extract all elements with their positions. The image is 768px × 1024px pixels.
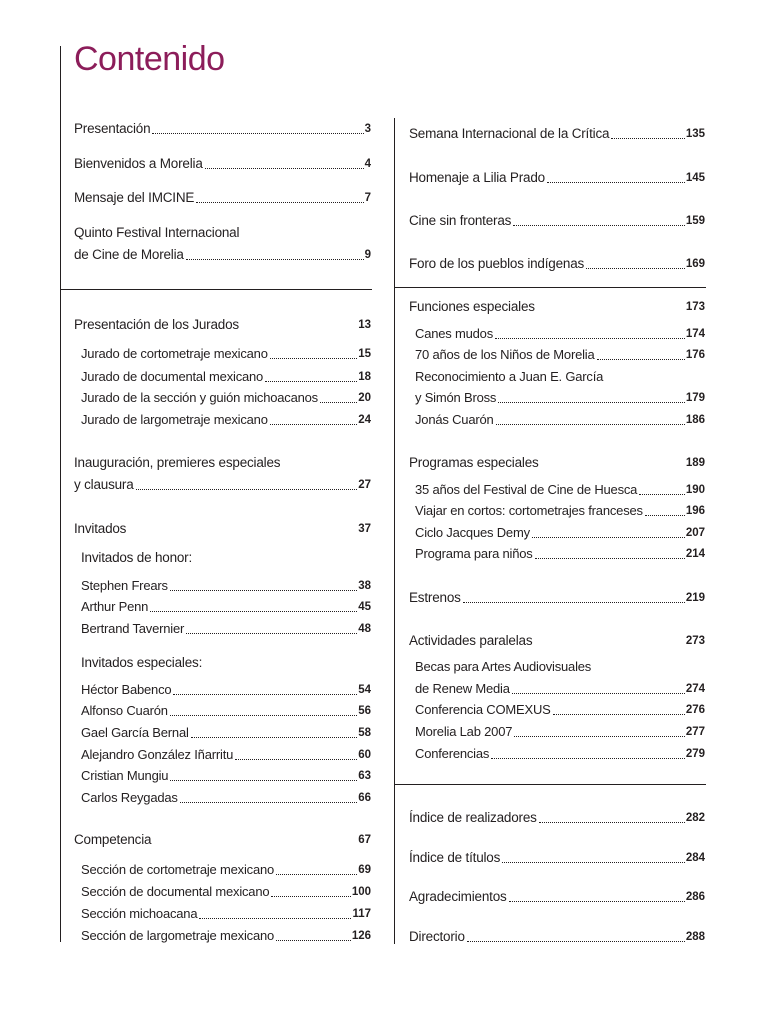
toc-entry-title: Alejandro González Iñarritu [81,747,234,762]
dot-leader [170,590,357,591]
dot-leader [491,758,685,759]
toc-entry-title: Conferencia COMEXUS [415,702,551,717]
toc-entry-title: Directorio [409,929,465,944]
toc-entry-page: 63 [358,770,371,782]
toc-entry[interactable] [409,126,705,142]
dot-leader [496,424,685,425]
toc-entry-title: Jurado de largometraje mexicano [81,412,268,427]
toc-entry-page: 24 [358,414,371,426]
dot-leader [205,168,364,169]
toc-entry-page: 282 [685,812,705,824]
toc-entry[interactable] [409,929,705,945]
toc-entry-title: Cristian Mungiu [81,768,169,783]
toc-entry[interactable] [415,746,705,762]
toc-entry[interactable] [81,928,371,944]
toc-entry[interactable] [415,724,705,740]
toc-entry[interactable] [81,412,371,428]
dot-leader [553,714,685,715]
toc-entry-page: 196 [685,505,705,517]
toc-entry-title: Carlos Reygadas [81,790,178,805]
dot-leader [532,537,685,538]
toc-entry-title: Cine sin fronteras [409,213,512,228]
dot-leader [513,225,685,226]
toc-entry-page: 117 [352,908,371,920]
dot-leader [173,694,357,695]
toc-entry[interactable] [74,477,371,493]
toc-entry-title: Homenaje a Lilia Prado [409,170,545,185]
section-heading-page: 37 [358,523,371,535]
toc-entry[interactable] [415,503,705,519]
toc-entry[interactable] [415,347,705,363]
dot-leader [498,402,685,403]
dot-leader [136,489,358,490]
dot-leader [199,918,351,919]
toc-entry-page: 38 [358,580,371,592]
dot-leader [509,901,685,902]
toc-entry-page: 9 [364,249,371,261]
subsection-label: Invitados especiales: [81,655,203,670]
toc-entry-page: 190 [685,484,705,496]
toc-entry-title: y clausura [74,477,134,492]
toc-entry-title: Alfonso Cuarón [81,703,168,718]
toc-entry-page: 174 [685,328,705,340]
dot-leader [512,693,685,694]
toc-entry-page: 186 [685,414,705,426]
toc-entry-page: 288 [685,931,705,943]
dot-leader [170,780,357,781]
toc-entry-title: Canes mudos [415,326,494,341]
toc-entry-line: Inauguración, premieres especiales [74,455,281,470]
toc-entry[interactable] [81,862,371,878]
dot-leader [152,133,363,134]
page-title: Contenido [74,40,225,78]
toc-entry-title: Arthur Penn [81,599,149,614]
toc-entry-page: 284 [685,852,705,864]
toc-entry-page: 69 [358,864,371,876]
toc-entry-page: 276 [685,704,705,716]
dot-leader [495,338,685,339]
toc-entry[interactable] [81,346,371,362]
dot-leader [180,802,357,803]
toc-entry-title: Sección michoacana [81,906,198,921]
dot-leader [320,402,357,403]
toc-entry[interactable] [409,170,705,186]
dot-leader [150,611,357,612]
toc-entry[interactable] [81,703,371,719]
dot-leader [535,558,685,559]
toc-entry-page: 279 [685,748,705,760]
toc-entry-title: Héctor Babenco [81,682,172,697]
toc-entry-title: 35 años del Festival de Cine de Huesca [415,482,638,497]
toc-entry-title: de Renew Media [415,681,510,696]
toc-entry-page: 176 [685,349,705,361]
toc-entry[interactable] [81,790,371,806]
toc-entry[interactable] [409,850,705,866]
toc-entry-title: Jonás Cuarón [415,412,494,427]
toc-entry-page: 27 [358,479,371,491]
dot-leader [539,822,685,823]
middle-divider [394,118,395,944]
toc-entry-page: 219 [685,592,705,604]
toc-entry[interactable] [415,390,705,406]
toc-entry-title: Bertrand Tavernier [81,621,185,636]
dot-leader [639,494,685,495]
toc-entry[interactable] [409,889,705,905]
toc-entry-page: 214 [685,548,705,560]
toc-entry[interactable] [81,599,371,615]
dot-leader [271,896,350,897]
dot-leader [170,715,357,716]
dot-leader [597,359,685,360]
toc-entry-line: Becas para Artes Audiovisuales [415,659,592,674]
toc-entry-page: 169 [685,258,705,270]
dot-leader [514,736,685,737]
toc-entry-page: 15 [358,348,371,360]
toc-entry-page: 100 [351,886,371,898]
toc-entry-title: Conferencias [415,746,490,761]
toc-entry[interactable] [74,190,371,206]
toc-entry-page: 20 [358,392,371,404]
section-heading-page: 13 [358,319,371,331]
dot-leader [276,874,357,875]
toc-entry[interactable] [415,546,705,562]
toc-entry-title: Bienvenidos a Morelia [74,156,203,171]
section-heading-title: Programas especiales [409,455,539,470]
section-heading-title: Presentación de los Jurados [74,317,239,332]
section-heading[interactable] [74,521,371,537]
toc-entry-page: 54 [358,684,371,696]
toc-entry-page: 277 [685,726,705,738]
section-heading-page: 173 [685,301,705,313]
toc-entry-title: Ciclo Jacques Demy [415,525,530,540]
toc-entry[interactable] [81,682,371,698]
toc-entry-title: Jurado de la sección y guión michoacanos [81,390,318,405]
toc-entry-title: Gael García Bernal [81,725,189,740]
toc-entry-title: Programa para niños [415,546,533,561]
toc-entry[interactable] [409,810,705,826]
section-heading-title: Competencia [74,832,152,847]
toc-entry-title: Morelia Lab 2007 [415,724,513,739]
section-heading[interactable] [409,633,705,649]
subsection-label: Invitados de honor: [81,550,193,565]
dot-leader [191,737,358,738]
toc-entry-page: 56 [358,705,371,717]
toc-entry-title: y Simón Bross [415,390,497,405]
left-separator [60,289,372,290]
toc-entry[interactable] [81,369,371,385]
dot-leader [547,182,685,183]
dot-leader [270,358,357,359]
section-heading[interactable] [409,455,705,471]
toc-entry-line: Quinto Festival Internacional [74,225,240,240]
section-heading-page: 67 [358,834,371,846]
toc-entry-title: 70 años de los Niños de Morelia [415,347,595,362]
dot-leader [467,941,685,942]
toc-entry-page: 126 [351,930,371,942]
toc-entry-page: 7 [364,192,371,204]
toc-entry-page: 66 [358,792,371,804]
toc-entry[interactable] [81,621,371,637]
section-heading-title: Actividades paralelas [409,633,533,648]
dot-leader [276,940,351,941]
toc-entry-page: 18 [358,371,371,383]
toc-entry-title: Stephen Frears [81,578,168,593]
toc-entry[interactable] [81,390,371,406]
toc-entry-page: 48 [358,623,371,635]
toc-entry[interactable] [81,884,371,900]
section-heading[interactable] [74,832,371,848]
toc-entry-title: Jurado de cortometraje mexicano [81,346,268,361]
toc-entry-title: Viajar en cortos: cortometrajes franceses [415,503,643,518]
toc-entry[interactable] [81,747,371,763]
toc-entry[interactable] [415,525,705,541]
toc-entry-line: Reconocimiento a Juan E. García [415,369,604,384]
dot-leader [186,259,364,260]
toc-entry[interactable] [415,681,705,697]
section-heading-page: 189 [685,457,705,469]
toc-entry-title: Agradecimientos [409,889,507,904]
section-heading[interactable] [409,299,705,315]
toc-entry-title: Sección de largometraje mexicano [81,928,275,943]
toc-entry-title: Foro de los pueblos indígenas [409,256,585,271]
toc-entry-page: 159 [685,215,705,227]
toc-entry-title: Sección de documental mexicano [81,884,270,899]
toc-entry[interactable] [81,725,371,741]
section-heading-title: Invitados [74,521,127,536]
toc-entry-title: Sección de cortometraje mexicano [81,862,275,877]
toc-entry-title: Jurado de documental mexicano [81,369,264,384]
toc-entry-title: Índice de títulos [409,850,501,865]
toc-entry[interactable] [74,121,371,137]
toc-entry-page: 45 [358,601,371,613]
toc-entry[interactable] [409,256,705,272]
toc-entry-page: 135 [685,128,705,140]
toc-entry[interactable] [415,326,705,342]
toc-entry-title: de Cine de Morelia [74,247,184,262]
toc-entry-page: 4 [364,158,371,170]
section-heading-title: Funciones especiales [409,299,535,314]
dot-leader [196,202,363,203]
toc-entry-page: 207 [685,527,705,539]
right-separator-top [394,287,706,288]
toc-entry-page: 3 [364,123,371,135]
dot-leader [645,515,685,516]
toc-entry-title: Índice de realizadores [409,810,537,825]
dot-leader [270,424,357,425]
toc-entry[interactable] [409,590,705,606]
toc-entry-page: 60 [358,749,371,761]
section-heading-page: 273 [685,635,705,647]
left-divider [60,46,61,942]
toc-entry-page: 286 [685,891,705,903]
toc-entry[interactable] [409,213,705,229]
dot-leader [586,268,685,269]
dot-leader [463,602,685,603]
section-heading[interactable] [74,317,371,333]
toc-entry-page: 274 [685,683,705,695]
toc-entry[interactable] [81,906,371,922]
toc-entry[interactable] [74,156,371,172]
dot-leader [265,381,357,382]
toc-entry[interactable] [415,702,705,718]
dot-leader [502,862,685,863]
right-separator-bottom [394,784,706,785]
toc-entry-title: Semana Internacional de la Crítica [409,126,610,141]
toc-entry-title: Presentación [74,121,151,136]
dot-leader [235,759,357,760]
toc-entry[interactable] [415,482,705,498]
toc-entry-page: 179 [685,392,705,404]
dot-leader [186,633,357,634]
toc-entry[interactable] [81,578,371,594]
toc-entry-page: 58 [358,727,371,739]
toc-entry-page: 145 [685,172,705,184]
toc-entry[interactable] [81,768,371,784]
dot-leader [611,138,684,139]
toc-entry-title: Mensaje del IMCINE [74,190,195,205]
toc-entry[interactable] [415,412,705,428]
toc-entry-title: Estrenos [409,590,461,605]
toc-entry[interactable] [74,247,371,263]
